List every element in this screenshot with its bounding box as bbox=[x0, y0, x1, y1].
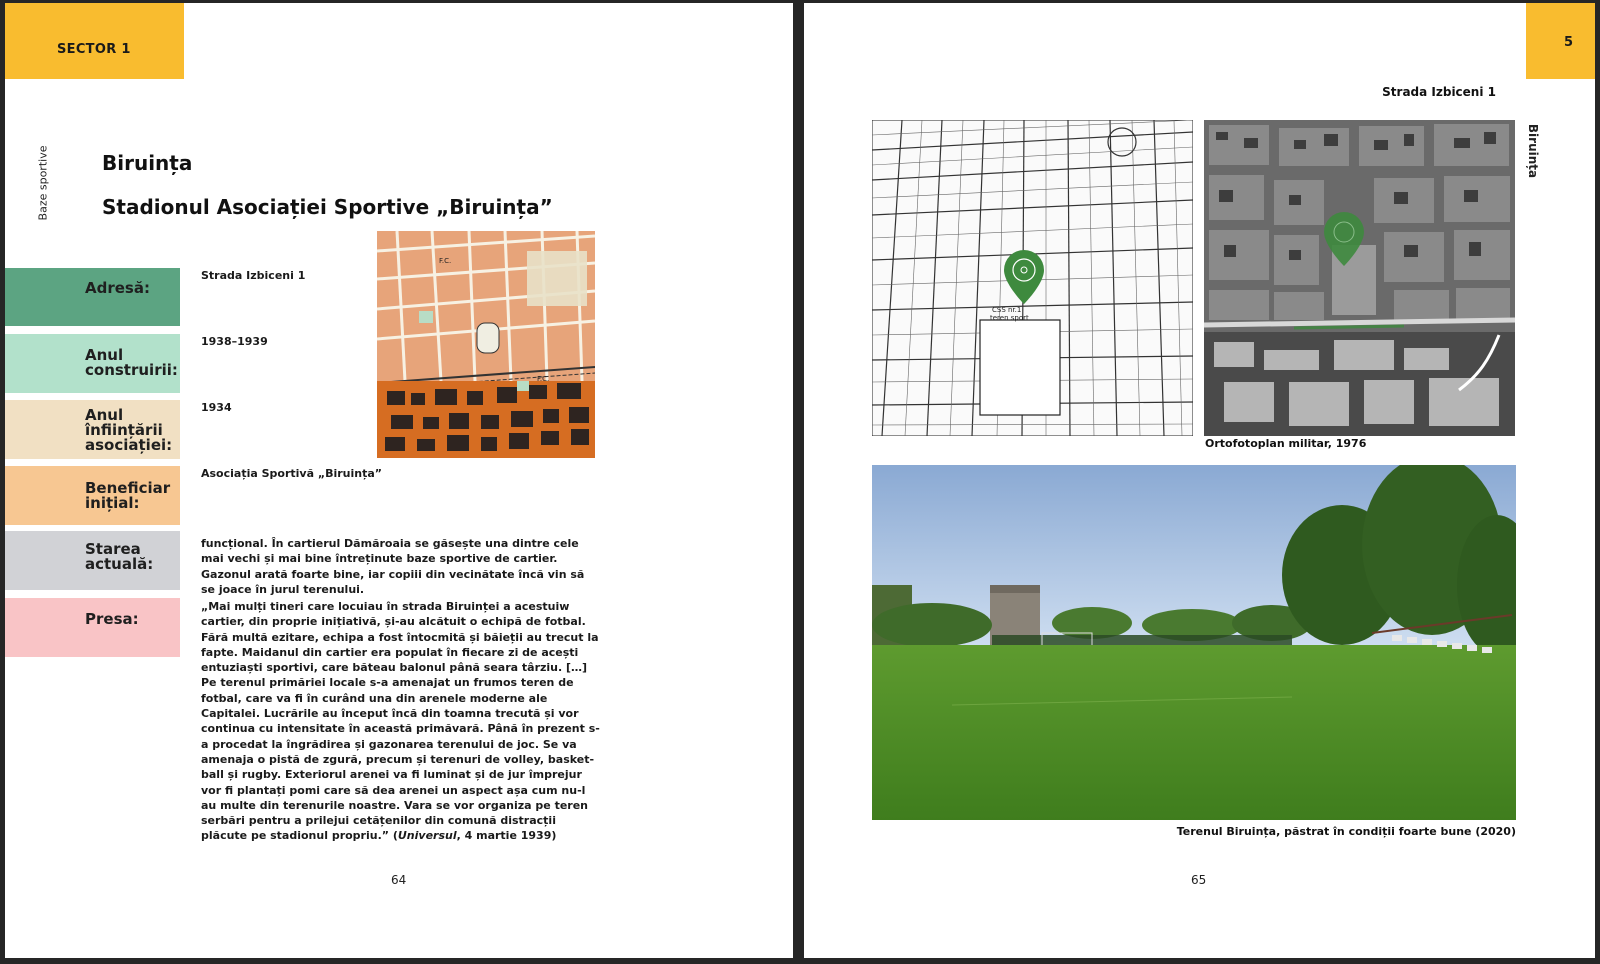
field-label-status: Starea actuală: bbox=[5, 531, 180, 590]
map-sport-label: teren sport bbox=[990, 314, 1029, 322]
page-tab bbox=[1526, 3, 1595, 79]
orthophoto-map bbox=[1204, 120, 1515, 436]
page-tab-number: 5 bbox=[1563, 35, 1573, 50]
stadium-photo bbox=[872, 465, 1516, 820]
field-label-address: Adresă: bbox=[5, 268, 180, 326]
page-number-left: 64 bbox=[391, 873, 407, 887]
field-label-construction-year: Anul construirii: bbox=[5, 334, 180, 393]
field-label-press: Presa: bbox=[5, 598, 180, 657]
map-fc-label-1: F.C. bbox=[439, 257, 452, 265]
press-quote: „Mai mulți tineri care locuiau în strada Biruinței a acestuiw cartier, din proprie inițiativă, și-au alcătuit o echipă de fotbal. Fără multă ezitare, echipa a fost întocmită și băieții au trecut la fapte. Maidanul din cartier era populat în fiecare zi de acești entuziaști sportivi, care băteau balonul până seara târziu. […] Pe terenul primăriei locale s-a amenajat un frumos teren de fotbal, care va fi în curând una din arenele moderne ale Capitalei. Lucrările au început încă din toamna trecută și vor continua cu intensitate în această primăvară. Până în prezent s-a procedat la îngrădirea și gazonarea terenului de joc. Se va amenaja o pistă de zgură, precum și terenuri de volley, basket-ball și rugby. Exteriorul arenei va fi luminat și de jur împrejur vor fi plantați pomi care să dea arenei un aspect așa cum nu-l au multe din terenurile noastre. Vara se vor organiza pe teren serbări pentru a prilejui cetățenilor din comună distracții plăcute pe stadionul propriu.” (Universul, 4 martie 1939) bbox=[201, 600, 600, 843]
topographic-map bbox=[377, 231, 595, 458]
page-number-right: 65 bbox=[1191, 873, 1207, 887]
sector-label: SECTOR 1 bbox=[57, 42, 131, 57]
side-label-right: Biruința bbox=[1526, 123, 1540, 179]
right-page bbox=[804, 3, 1595, 958]
field-label-association-year: Anul înființării asociației: bbox=[5, 400, 180, 459]
field-label-beneficiary: Beneficiar inițial: bbox=[5, 466, 180, 525]
side-label: Baze sportive bbox=[36, 145, 50, 221]
cadastral-map bbox=[872, 120, 1193, 436]
orthophoto-caption: Ortofotoplan militar, 1976 bbox=[1205, 437, 1367, 450]
photo-caption: Terenul Biruința, păstrat în condiții foarte bune (2020) bbox=[1176, 825, 1516, 838]
sector-tab bbox=[5, 3, 184, 79]
address-value: Strada Izbiceni 1 bbox=[201, 269, 306, 282]
page-title: Biruința bbox=[102, 151, 193, 175]
construction-year-value: 1938–1939 bbox=[201, 335, 268, 348]
address-heading: Strada Izbiceni 1 bbox=[1382, 85, 1496, 99]
map-fc-label-2: F.C. bbox=[537, 375, 550, 383]
beneficiary-value: Asociația Sportivă „Biruința” bbox=[201, 467, 382, 480]
left-page bbox=[5, 3, 793, 958]
press-source: Universul bbox=[397, 829, 457, 843]
map-school-label: CSS nr.1 bbox=[992, 306, 1022, 314]
page-subtitle: Stadionul Asociației Sportive „Biruința” bbox=[102, 195, 553, 219]
status-text: funcțional. În cartierul Dămăroaia se găsește una dintre cele mai vechi și mai bine întreținute baze sportive de cartier. Gazonul arată foarte bine, iar copiii din vecinătate încă vin să se joace în jurul terenului. bbox=[201, 537, 585, 596]
association-year-value: 1934 bbox=[201, 401, 232, 414]
